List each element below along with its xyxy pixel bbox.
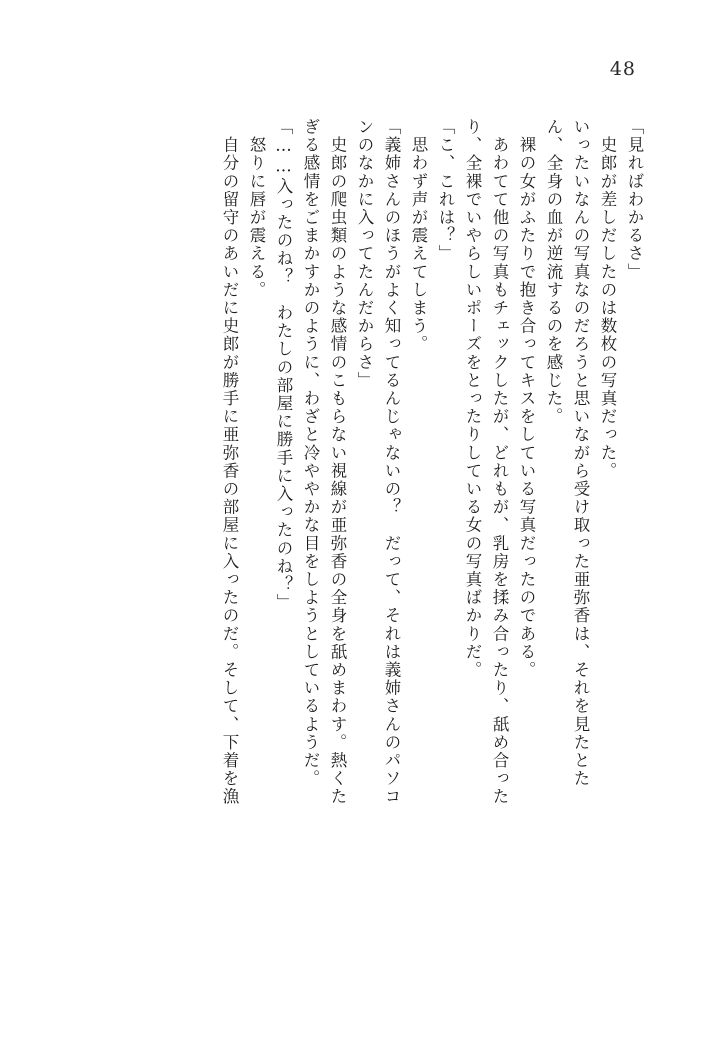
- text-column: ぎる感情をごまかすかのように、わざと冷ややかな目をしようとしているようだ。: [301, 118, 320, 788]
- text-column: 史郎の爬虫類のような感情のこもらない視線が亜弥香の全身を舐めまわす。熱くた: [328, 118, 347, 806]
- text-column: 「……入ったのね？ わたしの部屋に勝手に入ったのね？」: [274, 118, 293, 612]
- text-column: 史郎が差しだしたのは数枚の写真だった。: [598, 118, 617, 480]
- text-column: 自分の留守のあいだに史郎が勝手に亜弥香の部屋に入ったのだ。そして、下着を漁: [220, 118, 239, 806]
- text-column: 裸の女がふたりで抱き合ってキスをしている写真だったのである。: [517, 118, 536, 680]
- text-column: ンのなかに入ってたんだからさ」: [355, 118, 374, 390]
- text-column: いったいなんの写真なのだろうと思いながら受け取った亜弥香は、それを見たとた: [571, 118, 590, 788]
- text-column: 思わず声が震えてしまう。: [409, 118, 428, 354]
- text-column: り、全裸でいやらしいポーズをとったりしている女の写真ばかりだ。: [463, 118, 482, 680]
- text-column: 「こ、これは？」: [436, 118, 455, 263]
- text-column: ん、全身の血が逆流するのを感じた。: [544, 118, 563, 426]
- text-column: あわてて他の写真もチェックしたが、どれもが、乳房を揉み合ったり、舐め合った: [490, 118, 509, 806]
- text-column: 「義姉さんのほうがよく知ってるんじゃないの？ だって、それは義姉さんのパソコ: [382, 118, 401, 806]
- vertical-text-block: [82, 118, 642, 968]
- text-column: 怒りに唇が震える。: [247, 118, 266, 299]
- text-column: 「見ればわかるさ」: [625, 118, 644, 281]
- page-number: 48: [609, 58, 636, 80]
